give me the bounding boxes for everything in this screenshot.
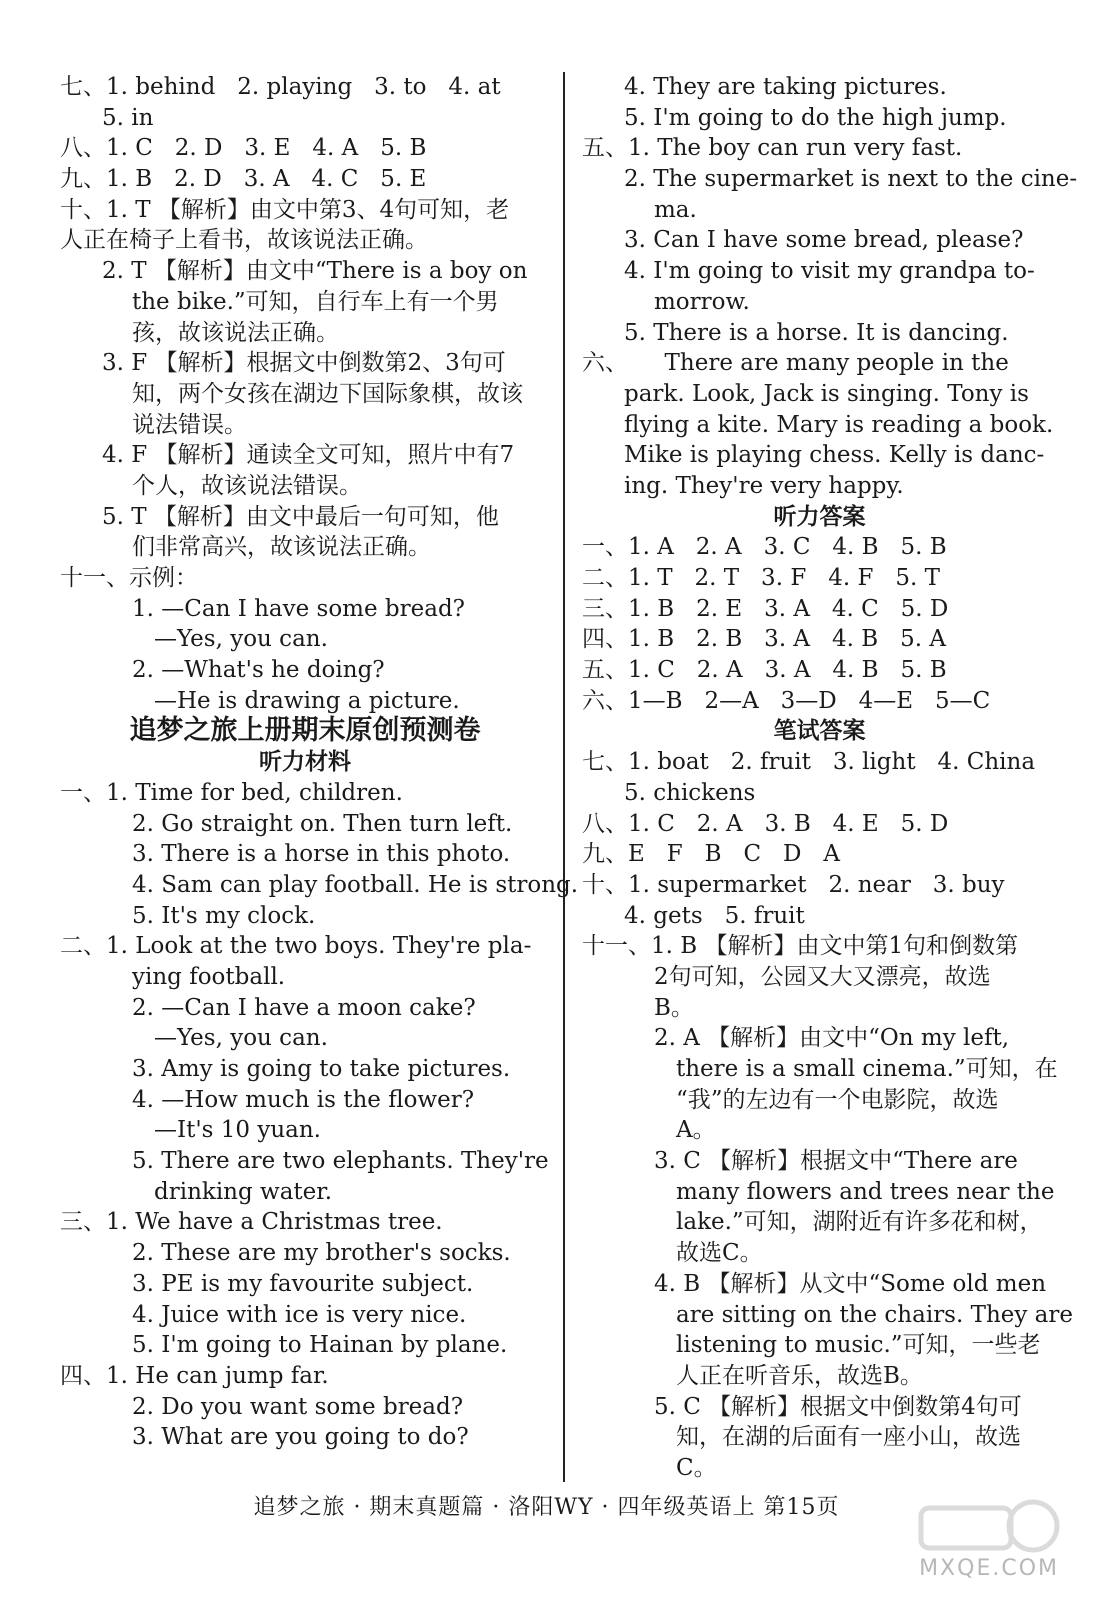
- text-line: 2. —Can I have a moon cake?: [132, 994, 476, 1021]
- text-line: ing. They're very happy.: [624, 472, 904, 499]
- text-line: 5. I'm going to Hainan by plane.: [132, 1332, 508, 1359]
- text-line: 五、1. The boy can run very fast.: [582, 135, 963, 162]
- text-line: 十、1. T 【解析】由文中第3、4句可知，老: [60, 196, 510, 223]
- text-line: —He is drawing a picture.: [154, 687, 460, 714]
- text-line: 5. There are two elephants. They're: [132, 1148, 549, 1175]
- text-line: 5. chickens: [624, 779, 756, 806]
- text-line: 八、1. C 2. A 3. B 4. E 5. D: [582, 810, 949, 837]
- text-line: listening to music.”可知，一些老: [676, 1332, 1041, 1359]
- text-line: drinking water.: [154, 1178, 333, 1205]
- text-line: 九、1. B 2. D 3. A 4. C 5. E: [60, 166, 427, 193]
- text-line: 十、1. supermarket 2. near 3. buy: [582, 871, 1005, 898]
- text-line: 个人，故该说法错误。: [132, 472, 362, 499]
- text-line: 一、1. A 2. A 3. C 4. B 5. B: [582, 534, 947, 561]
- text-line: 说法错误。: [132, 411, 247, 438]
- text-line: 故选C。: [676, 1240, 763, 1267]
- text-line: 笔试答案: [773, 717, 866, 745]
- text-line: 2. These are my brother's socks.: [132, 1240, 511, 1267]
- text-line: 六、 There are many people in the: [582, 350, 1009, 377]
- text-line: 六、1—B 2—A 3—D 4—E 5—C: [582, 687, 991, 714]
- text-line: 四、1. B 2. B 3. A 4. B 5. A: [582, 626, 946, 653]
- text-line: 一、1. Time for bed, children.: [60, 779, 403, 806]
- text-line: 3. There is a horse in this photo.: [132, 841, 511, 868]
- text-line: park. Look, Jack is singing. Tony is: [624, 380, 1029, 407]
- text-line: lake.”可知，湖附近有许多花和树，: [676, 1209, 1043, 1236]
- text-line: 2. A 【解析】由文中“On my left,: [654, 1025, 1010, 1052]
- column-divider: [563, 72, 565, 1482]
- text-line: 知，两个女孩在湖边下国际象棋，故该: [132, 380, 523, 407]
- text-line: B。: [654, 994, 694, 1021]
- text-line: flying a kite. Mary is reading a book.: [624, 411, 1054, 438]
- text-line: 二、1. T 2. T 3. F 4. F 5. T: [582, 565, 940, 591]
- text-line: 2. T 【解析】由文中“There is a boy on: [102, 258, 528, 285]
- text-line: 听力材料: [259, 748, 351, 776]
- text-line: 二、1. Look at the two boys. They're pla-: [60, 933, 532, 960]
- text-line: 人正在椅子上看书，故该说法正确。: [60, 227, 428, 254]
- text-line: many flowers and trees near the: [676, 1178, 1055, 1205]
- text-line: 2句可知，公园又大又漂亮，故选: [654, 963, 991, 990]
- text-line: 知，在湖的后面有一座小山，故选: [676, 1424, 1021, 1451]
- text-line: 听力答案: [773, 502, 866, 530]
- text-line: 5. There is a horse. It is dancing.: [624, 319, 1009, 346]
- text-line: A。: [676, 1117, 716, 1144]
- text-line: 三、1. We have a Christmas tree.: [60, 1209, 443, 1236]
- text-line: 3. What are you going to do?: [132, 1424, 469, 1451]
- right-column: [582, 72, 1078, 1484]
- text-line: —Yes, you can.: [154, 1025, 328, 1052]
- text-line: 4. Sam can play football. He is strong.: [132, 871, 579, 898]
- left-column: [60, 72, 579, 1453]
- text-line: 人正在听音乐，故选B。: [676, 1362, 923, 1389]
- text-line: 3. F 【解析】根据文中倒数第2、3句可: [102, 350, 506, 377]
- text-line: ma.: [654, 196, 697, 223]
- text-line: 八、1. C 2. D 3. E 4. A 5. B: [60, 135, 427, 162]
- text-line: 2. The supermarket is next to the cine-: [624, 166, 1078, 193]
- text-line: are sitting on the chairs. They are: [676, 1301, 1073, 1328]
- text-line: 3. PE is my favourite subject.: [132, 1270, 474, 1297]
- text-line: 5. It's my clock.: [132, 902, 316, 929]
- text-line: 1. —Can I have some bread?: [132, 595, 466, 622]
- text-line: —It's 10 yuan.: [154, 1117, 321, 1144]
- text-line: Mike is playing chess. Kelly is danc-: [624, 442, 1045, 469]
- text-line: 4. gets 5. fruit: [624, 902, 805, 929]
- text-line: 3. C 【解析】根据文中“There are: [654, 1148, 1018, 1175]
- text-line: there is a small cinema.”可知，在: [676, 1056, 1058, 1082]
- text-line: 七、1. boat 2. fruit 3. light 4. China: [582, 749, 1036, 776]
- text-line: “我”的左边有一个电影院，故选: [676, 1086, 999, 1113]
- text-line: C。: [676, 1454, 717, 1481]
- text-line: 5. T 【解析】由文中最后一句可知，他: [102, 503, 499, 530]
- text-line: 2. Go straight on. Then turn left.: [132, 810, 513, 837]
- text-line: 九、E F B C D A: [582, 841, 840, 868]
- text-line: 4. F 【解析】通读全文可知，照片中有7: [102, 442, 515, 469]
- text-line: 2. Do you want some bread?: [132, 1393, 464, 1420]
- text-line: 2. —What's he doing?: [132, 657, 385, 684]
- text-line: 七、1. behind 2. playing 3. to 4. at: [60, 74, 501, 100]
- text-line: 4. B 【解析】从文中“Some old men: [654, 1270, 1047, 1297]
- text-line: ying football.: [132, 963, 286, 990]
- text-line: 追梦之旅上册期末原创预测卷: [129, 715, 481, 747]
- text-line: the bike.”可知，自行车上有一个男: [132, 288, 499, 315]
- text-line: 十一、1. B 【解析】由文中第1句和倒数第: [582, 933, 1019, 960]
- text-line: 4. They are taking pictures.: [624, 74, 947, 100]
- text-line: 5. I'm going to do the high jump.: [624, 104, 1007, 131]
- text-line: 十一、示例：: [60, 565, 198, 591]
- text-line: 3. Amy is going to take pictures.: [132, 1056, 511, 1082]
- text-line: morrow.: [654, 288, 750, 315]
- watermark-text: MXQE.COM: [919, 1556, 1059, 1581]
- text-line: —Yes, you can.: [154, 626, 328, 653]
- text-line: 们非常高兴，故该说法正确。: [132, 534, 431, 561]
- text-line: 五、1. C 2. A 3. A 4. B 5. B: [582, 657, 947, 684]
- text-line: 4. Juice with ice is very nice.: [132, 1301, 467, 1328]
- page-footer: 追梦之旅 · 期末真题篇 · 洛阳WY · 四年级英语上 第15页: [253, 1495, 840, 1520]
- text-line: 4. I'm going to visit my grandpa to-: [624, 258, 1035, 285]
- text-line: 四、1. He can jump far.: [60, 1362, 329, 1389]
- text-line: 5. C 【解析】根据文中倒数第4句可: [654, 1393, 1022, 1420]
- text-line: 4. —How much is the flower?: [132, 1086, 475, 1113]
- text-line: 三、1. B 2. E 3. A 4. C 5. D: [582, 595, 949, 622]
- text-line: 3. Can I have some bread, please?: [624, 227, 1024, 254]
- text-line: 5. in: [102, 104, 154, 131]
- text-line: 孩，故该说法正确。: [132, 319, 339, 346]
